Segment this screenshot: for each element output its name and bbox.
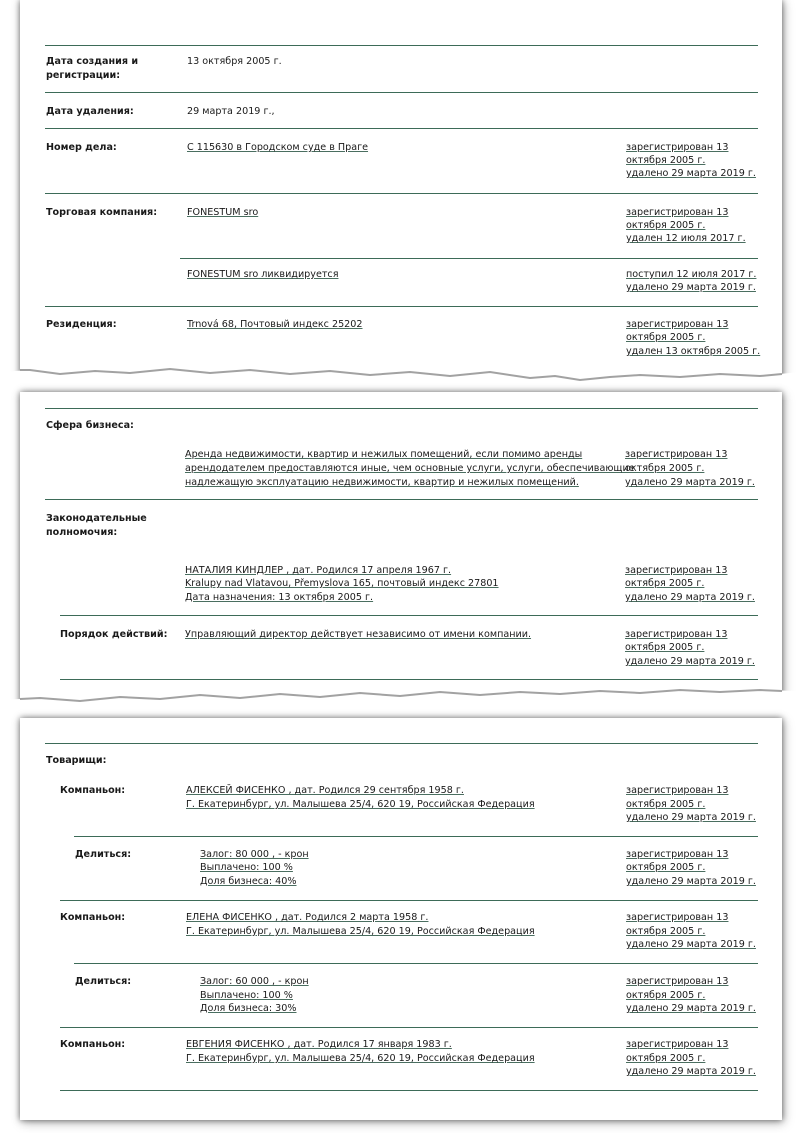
partners-label: Товарищи: [46, 755, 107, 766]
partner1-line1[interactable]: АЛЕКСЕЙ ФИСЕНКО , дат. Родился 29 сентября 1958 г. [186, 785, 464, 796]
divider [60, 615, 758, 616]
business-status-line3[interactable]: удалено 29 марта 2019 г. [625, 477, 755, 488]
share2-status-line1[interactable]: зарегистрирован 13 [626, 976, 729, 987]
created-label-line1: Дата создания и [46, 56, 139, 67]
residence-status-line1[interactable]: зарегистрирован 13 [626, 319, 729, 330]
partner2-line1[interactable]: ЕЛЕНА ФИСЕНКО , дат. Родился 2 марта 1958 г. [186, 912, 429, 923]
case-label: Номер дела: [46, 142, 117, 153]
trade-name-link-1[interactable]: FONESTUM sro [187, 207, 259, 218]
case-link[interactable]: C 115630 в Городском суде в Праге [187, 142, 369, 153]
case-status-line1[interactable]: зарегистрирован 13 [626, 142, 729, 153]
authority-label-line2: полномочия: [46, 527, 118, 538]
case-status-line3[interactable]: удалено 29 марта 2019 г. [626, 168, 756, 179]
share2-line1[interactable]: Залог: 60 000 , - крон [200, 976, 309, 987]
trade2-status-line2[interactable]: удалено 29 марта 2019 г. [626, 282, 756, 293]
residence-status-line2[interactable]: октября 2005 г. [626, 332, 706, 343]
partner-label-2: Компаньон: [60, 912, 126, 923]
partner3-status-line2[interactable]: октября 2005 г. [626, 1053, 706, 1064]
share2-status-line3[interactable]: удалено 29 марта 2019 г. [626, 1003, 756, 1014]
share1-line3[interactable]: Доля бизнеса: 40% [200, 876, 297, 887]
partner1-status-line3[interactable]: удалено 29 марта 2019 г. [626, 812, 756, 823]
divider [45, 128, 758, 129]
director-line2[interactable]: Kralupy nad Vlatavou, Přemyslova 165, почтовый индекс 27801 [185, 578, 499, 589]
partner-label-1: Компаньон: [60, 785, 126, 796]
partner3-line1[interactable]: ЕВГЕНИЯ ФИСЕНКО , дат. Родился 17 января 1983 г. [186, 1039, 452, 1050]
residence-label: Резиденция: [46, 319, 117, 330]
partner3-line2[interactable]: Г. Екатеринбург, ул. Малышева 25/4, 620 19, Российская Федерация [186, 1053, 535, 1064]
share2-line3[interactable]: Доля бизнеса: 30% [200, 1003, 297, 1014]
residence-link[interactable]: Trnová 68, Почтовый индекс 25202 [187, 319, 363, 330]
business-status-line1[interactable]: зарегистрирован 13 [625, 449, 728, 460]
divider [45, 743, 758, 744]
director-status-line2[interactable]: октября 2005 г. [625, 578, 705, 589]
divider [74, 963, 758, 964]
share1-status-line3[interactable]: удалено 29 марта 2019 г. [626, 876, 756, 887]
business-line3[interactable]: надлежащую эксплуатацию недвижимости, квартир и нежилых помещений. [185, 477, 579, 488]
share1-status-line1[interactable]: зарегистрирован 13 [626, 849, 729, 860]
trade1-status-line3[interactable]: удален 12 июля 2017 г. [626, 233, 746, 244]
partner-label-3: Компаньон: [60, 1039, 126, 1050]
trade2-status-line1[interactable]: поступил 12 июля 2017 г. [626, 269, 757, 280]
authority-label-line1: Законодательные [46, 513, 147, 524]
director-status-line1[interactable]: зарегистрирован 13 [625, 565, 728, 576]
deleted-value: 29 марта 2019 г., [187, 106, 275, 117]
share1-line1[interactable]: Залог: 80 000 , - крон [200, 849, 309, 860]
case-status-line2[interactable]: октября 2005 г. [626, 155, 706, 166]
partner2-status-line1[interactable]: зарегистрирован 13 [626, 912, 729, 923]
partner1-status-line1[interactable]: зарегистрирован 13 [626, 785, 729, 796]
procedure-status-line2[interactable]: октября 2005 г. [625, 642, 705, 653]
divider [74, 836, 758, 837]
divider [45, 45, 758, 46]
business-line2[interactable]: арендодателем предоставляются иные, чем основные услуги, услуги, обеспечивающие [185, 463, 635, 474]
share1-status-line2[interactable]: октября 2005 г. [626, 862, 706, 873]
partner3-status-line3[interactable]: удалено 29 марта 2019 г. [626, 1066, 756, 1077]
business-line1[interactable]: Аренда недвижимости, квартир и нежилых помещений, если помимо аренды [185, 449, 583, 460]
share-label-2: Делиться: [75, 976, 132, 987]
divider [45, 306, 758, 307]
trade1-status-line1[interactable]: зарегистрирован 13 [626, 207, 729, 218]
deleted-label: Дата удаления: [46, 106, 134, 117]
director-status-line3[interactable]: удалено 29 марта 2019 г. [625, 592, 755, 603]
divider [45, 408, 758, 409]
director-line1[interactable]: НАТАЛИЯ КИНДЛЕР , дат. Родился 17 апреля 1967 г. [185, 565, 452, 576]
divider [60, 1027, 758, 1028]
director-line3[interactable]: Дата назначения: 13 октября 2005 г. [185, 592, 374, 603]
trade-name-label: Торговая компания: [46, 207, 158, 218]
partner1-status-line2[interactable]: октября 2005 г. [626, 799, 706, 810]
partner1-line2[interactable]: Г. Екатеринбург, ул. Малышева 25/4, 620 19, Российская Федерация [186, 799, 535, 810]
procedure-link[interactable]: Управляющий директор действует независимо от имени компании. [185, 629, 532, 640]
divider [45, 92, 758, 93]
procedure-status-line3[interactable]: удалено 29 марта 2019 г. [625, 656, 755, 667]
trade1-status-line2[interactable]: октября 2005 г. [626, 220, 706, 231]
share2-line2[interactable]: Выплачено: 100 % [200, 990, 293, 1001]
residence-status-line3[interactable]: удален 13 октября 2005 г. [626, 346, 761, 357]
procedure-label: Порядок действий: [60, 629, 168, 640]
partner2-status-line3[interactable]: удалено 29 марта 2019 г. [626, 939, 756, 950]
created-label-line2: регистрации: [46, 70, 121, 81]
share2-status-line2[interactable]: октября 2005 г. [626, 990, 706, 1001]
divider [60, 900, 758, 901]
procedure-status-line1[interactable]: зарегистрирован 13 [625, 629, 728, 640]
created-value: 13 октября 2005 г. [187, 56, 282, 67]
partner2-line2[interactable]: Г. Екатеринбург, ул. Малышева 25/4, 620 19, Российская Федерация [186, 926, 535, 937]
business-status-line2[interactable]: октября 2005 г. [625, 463, 705, 474]
divider [45, 499, 758, 500]
divider [60, 1090, 758, 1091]
business-label: Сфера бизнеса: [46, 420, 134, 431]
partner2-status-line2[interactable]: октября 2005 г. [626, 926, 706, 937]
share1-line2[interactable]: Выплачено: 100 % [200, 862, 293, 873]
divider [60, 679, 758, 680]
registry-sheet-2 [20, 392, 782, 707]
registry-sheet-3 [20, 718, 782, 1120]
trade-name-link-2[interactable]: FONESTUM sro ликвидируется [187, 269, 339, 280]
divider [180, 258, 758, 259]
share-label-1: Делиться: [75, 849, 132, 860]
partner3-status-line1[interactable]: зарегистрирован 13 [626, 1039, 729, 1050]
registry-sheet-1 [20, 0, 782, 392]
divider [45, 193, 758, 194]
